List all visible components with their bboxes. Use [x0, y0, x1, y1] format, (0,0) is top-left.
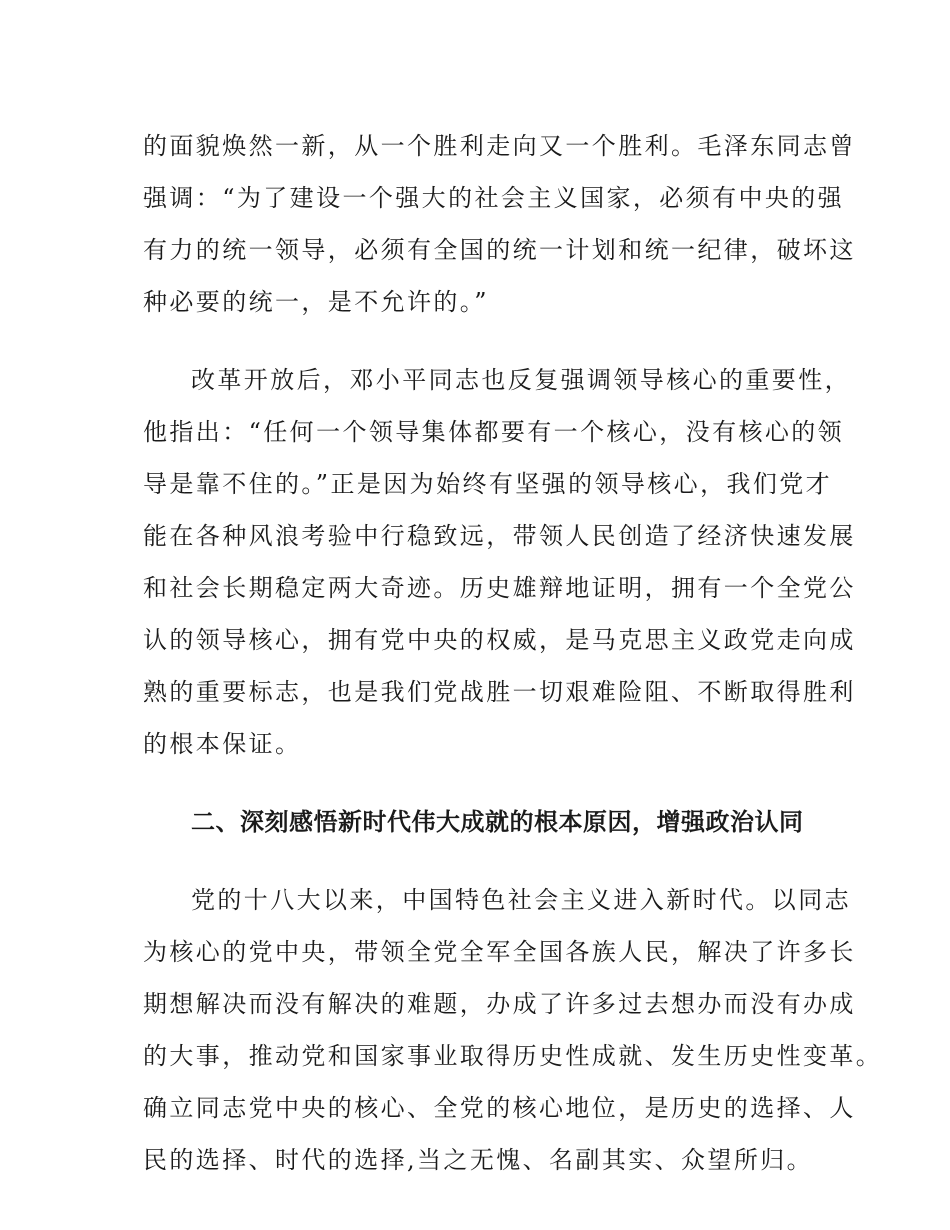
document-page [143, 120, 883, 1186]
text-line: 确立同志党中央的核心、全党的核心地位，是历史的选择、人 [143, 1094, 856, 1122]
section-heading [143, 796, 843, 848]
text-line: 和社会长期稳定两大奇迹。历史雄辩地证明，拥有一个全党公 [143, 574, 856, 602]
text-line: 的大事，推动党和国家事业取得历史性成就、发生历史性变革。 [143, 1042, 883, 1070]
paragraph-spacing [143, 848, 843, 874]
text-line: 他指出：“任何一个领导集体都要有一个核心，没有核心的领 [143, 418, 845, 446]
paragraph-2 [143, 354, 856, 770]
paragraph-3 [143, 874, 883, 1186]
text-line: 期想解决而没有解决的难题，办成了许多过去想办而没有办成 [143, 990, 856, 1018]
text-line: 的根本保证。 [143, 730, 302, 758]
text-line: 能在各种风浪考验中行稳致远，带领人民创造了经济快速发展 [143, 522, 856, 550]
text-line: 民的选择、时代的选择,当之无愧、名副其实、众望所归。 [143, 1146, 814, 1174]
text-line: 强调：“为了建设一个强大的社会主义国家，必须有中央的强 [143, 184, 845, 212]
text-line: 熟的重要标志，也是我们党战胜一切艰难险阻、不断取得胜利 [143, 678, 856, 706]
text-line: 认的领导核心，拥有党中央的权威，是马克思主义政党走向成 [143, 626, 856, 654]
text-line: 导是靠不住的。”正是因为始终有坚强的领导核心，我们党才 [143, 470, 833, 498]
section-heading-text: 二、深刻感悟新时代伟大成就的根本原因，增强政治认同 [191, 808, 804, 836]
text-line: 种必要的统一，是不允许的。” [143, 288, 489, 316]
text-line: 的面貌焕然一新，从一个胜利走向又一个胜利。毛泽东同志曾 [143, 132, 856, 160]
text-line: 改革开放后，邓小平同志也反复强调领导核心的重要性， [191, 366, 851, 394]
paragraph-spacing [143, 770, 843, 796]
paragraph-1 [143, 120, 856, 328]
text-line: 有力的统一领导，必须有全国的统一计划和统一纪律，破坏这 [143, 236, 856, 264]
text-line: 为核心的党中央，带领全党全军全国各族人民，解决了许多长 [143, 938, 856, 966]
paragraph-spacing [143, 328, 843, 354]
text-line: 党的十八大以来，中国特色社会主义进入新时代。以同志 [191, 886, 851, 914]
